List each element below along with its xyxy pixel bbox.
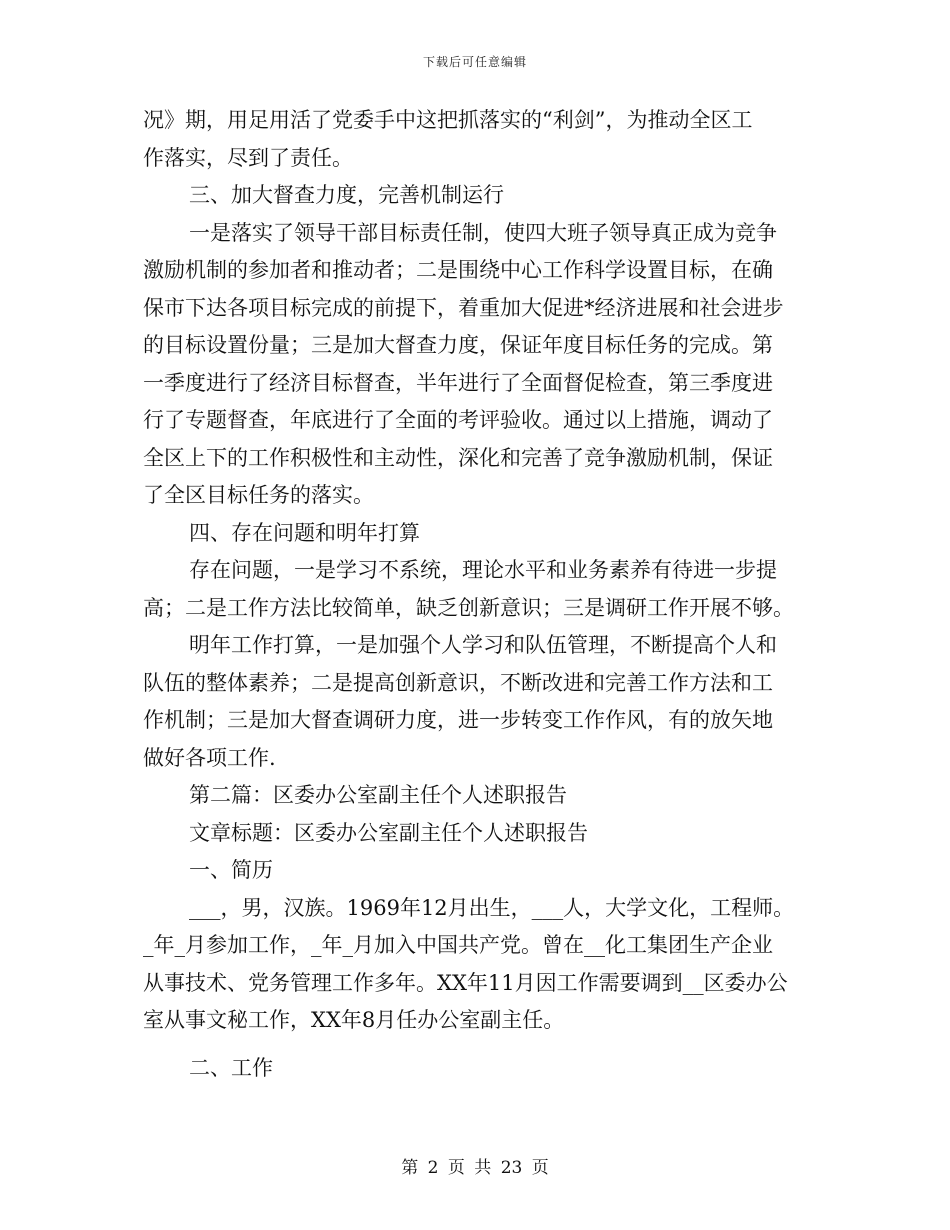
paragraph-line: 一是落实了领导干部目标责任制，使四大班子领导真正成为竞争 xyxy=(189,220,777,245)
paragraph-line: 存在问题，一是学习不系统，理论水平和业务素养有待进一步提 xyxy=(189,558,777,582)
page-footer: 第 2 页 共 23 页 xyxy=(401,1158,549,1178)
paragraph-line: _年_月参加工作，_年_月加入中国共产党。曾在__化工集团生产企业 xyxy=(143,933,773,957)
paragraph-line: 明年工作打算，一是加强个人学习和队伍管理，不断提高个人和 xyxy=(189,633,777,657)
paragraph-line: ___，男，汉族。1969年12月出生，___人，大学文化，工程师。 xyxy=(189,895,795,920)
paragraph-line: 做好各项工作. xyxy=(143,745,276,770)
paragraph-line: 况》期，用足用活了党委手中这把抓落实的“利剑”，为推动全区工 xyxy=(143,108,753,132)
article-subtitle: 文章标题：区委办公室副主任个人述职报告 xyxy=(189,820,588,845)
paragraph-line: 作机制；三是加大督查调研力度，进一步转变工作作风，有的放矢地 xyxy=(143,708,773,732)
section-heading: 一、简历 xyxy=(189,858,273,882)
paragraph-line: 保市下达各项目标完成的前提下，着重加大促进*经济进展和社会进步 xyxy=(143,295,784,320)
paragraph-line: 行了专题督查，年底进行了全面的考评验收。通过以上措施，调动了 xyxy=(143,408,773,432)
paragraph-line: 全区上下的工作积极性和主动性，深化和完善了竞争激励机制，保证 xyxy=(143,445,773,470)
paragraph-line: 作落实，尽到了责任。 xyxy=(143,145,353,170)
document-body xyxy=(143,102,808,1087)
paragraph-line: 的目标设置份量；三是加大督查力度，保证年度目标任务的完成。第 xyxy=(143,333,773,357)
section-heading: 三、加大督查力度，完善机制运行 xyxy=(189,183,504,207)
section-heading: 四、存在问题和明年打算 xyxy=(189,520,420,545)
page-header: 下载后可任意编辑 xyxy=(422,55,527,69)
section-heading: 二、工作 xyxy=(189,1055,273,1080)
paragraph-line: 队伍的整体素养；二是提高创新意识，不断改进和完善工作方法和工 xyxy=(143,670,773,695)
paragraph-line: 高；二是工作方法比较简单，缺乏创新意识；三是调研工作开展不够。 xyxy=(143,595,794,620)
paragraph-line: 一季度进行了经济目标督查，半年进行了全面督促检查，第三季度进 xyxy=(143,370,773,395)
article-title: 第二篇：区委办公室副主任个人述职报告 xyxy=(189,783,567,807)
paragraph-line: 激励机制的参加者和推动者；二是围绕中心工作科学设置目标，在确 xyxy=(143,258,773,282)
paragraph-line: 室从事文秘工作，XX年8月任办公室副主任。 xyxy=(143,1008,565,1032)
paragraph-line: 从事技术、党务管理工作多年。XX年11月因工作需要调到__区委办公 xyxy=(143,970,788,995)
paragraph-line: 了全区目标任务的落实。 xyxy=(143,483,374,507)
